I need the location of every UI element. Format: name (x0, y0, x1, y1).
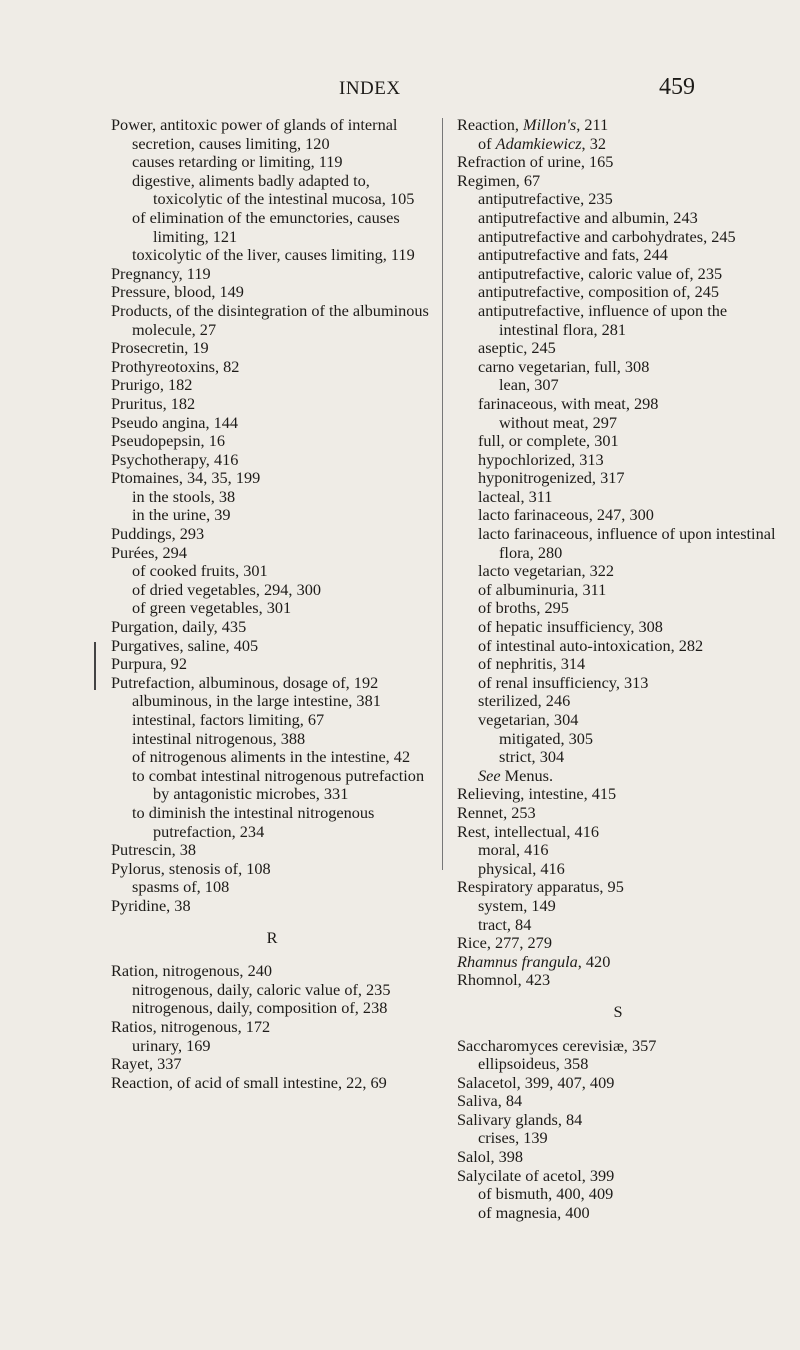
index-entry: Pseudo angina, 144 (111, 412, 239, 432)
index-entry: Rayet, 337 (111, 1054, 182, 1074)
index-subentry: ellipsoideus, 358 (478, 1054, 589, 1074)
index-entry: Rhamnus frangula, 420 (457, 951, 611, 971)
italic-term: Millon's (523, 115, 577, 134)
index-entry: Purgatives, saline, 405 (111, 635, 259, 655)
index-subentry: carno vegetarian, full, 308 (478, 356, 650, 376)
index-entry: Putrescin, 38 (111, 840, 197, 860)
index-subentry: of magnesia, 400 (478, 1202, 590, 1222)
index-subentry: nitrogenous, daily, caloric value of, 235 (132, 979, 391, 999)
column-divider (442, 118, 443, 870)
index-subentry: hypochlorized, 313 (478, 449, 604, 469)
index-subentry: digestive, aliments badly adapted to, toxicolytic of the intestinal mucosa, 105 (132, 170, 415, 209)
index-entry: Ration, nitrogenous, 240 (111, 961, 272, 981)
page-header (0, 74, 800, 108)
index-subentry: lacto farinaceous, influence of upon intestinal flora, 280 (478, 524, 776, 562)
index-subentry: system, 149 (478, 895, 556, 915)
index-subentry: hyponitrogenized, 317 (478, 468, 625, 488)
index-entry: Pylorus, stenosis of, 108 (111, 858, 271, 878)
index-subentry: causes retarding or limiting, 119 (132, 152, 343, 172)
index-subentry: strict, 304 (499, 747, 565, 767)
index-entry: Purgation, daily, 435 (111, 617, 247, 637)
index-entry: Pyridine, 38 (111, 895, 191, 915)
margin-mark (94, 642, 96, 690)
index-entry: Refraction of urine, 165 (457, 152, 614, 172)
index-subentry: See Menus. (478, 765, 554, 785)
section-letter: R (266, 927, 278, 947)
index-column-right (457, 116, 779, 1222)
index-subentry: of elimination of the emunctories, causes limiting, 121 (132, 207, 400, 246)
index-entry: Relieving, intestine, 415 (457, 784, 617, 804)
index-subentry: lean, 307 (499, 375, 559, 395)
page-title: INDEX (339, 78, 401, 99)
index-subentry: urinary, 169 (132, 1035, 211, 1055)
index-subentry: of hepatic insufficiency, 308 (478, 617, 663, 637)
italic-term: Rhamnus frangula (457, 951, 578, 971)
index-subentry: antiputrefactive and fats, 244 (478, 245, 668, 265)
index-subentry: toxicolytic of the liver, causes limiting, 119 (132, 245, 415, 265)
index-entry: Ratios, nitrogenous, 172 (111, 1016, 271, 1036)
index-subentry: antiputrefactive, 235 (478, 189, 613, 209)
index-subentry: of cooked fruits, 301 (132, 561, 268, 581)
index-subentry: without meat, 297 (499, 412, 618, 432)
index-subentry: lacteal, 311 (478, 486, 553, 506)
index-subentry: full, or complete, 301 (478, 431, 619, 451)
index-column-left (111, 116, 433, 1092)
index-subentry: of nitrogenous aliments in the intestine, 42 (132, 747, 411, 767)
index-subentry: crises, 139 (478, 1128, 548, 1148)
index-entry: Pregnancy, 119 (111, 263, 211, 283)
index-subentry: antiputrefactive, composition of, 245 (478, 282, 719, 302)
index-subentry: physical, 416 (478, 858, 565, 878)
index-subentry: in the stools, 38 (132, 486, 236, 506)
index-subentry: of renal insufficiency, 313 (478, 672, 649, 692)
index-entry: Salacetol, 399, 407, 409 (457, 1072, 615, 1092)
index-entry: Psychotherapy, 416 (111, 449, 239, 469)
index-entry: Prothyreotoxins, 82 (111, 356, 240, 376)
index-entry: Rennet, 253 (457, 802, 536, 822)
page-number: 459 (659, 74, 695, 100)
index-subentry: intestinal nitrogenous, 388 (132, 728, 306, 748)
index-subentry: antiputrefactive, caloric value of, 235 (478, 263, 723, 283)
index-entry: Purées, 294 (111, 542, 187, 562)
index-subentry: antiputrefactive and carbohydrates, 245 (478, 226, 736, 246)
index-subentry: moral, 416 (478, 840, 549, 860)
index-entry: Prurigo, 182 (111, 375, 193, 395)
italic-term: Adamkiewicz (495, 133, 582, 153)
index-subentry: of albuminuria, 311 (478, 579, 607, 599)
index-subentry: farinaceous, with meat, 298 (478, 393, 659, 413)
index-entry: Respiratory apparatus, 95 (457, 877, 624, 897)
index-subentry: mitigated, 305 (499, 728, 594, 748)
index-subentry: albuminous, in the large intestine, 381 (132, 691, 381, 711)
index-subentry: antiputrefactive and albumin, 243 (478, 207, 698, 227)
index-subentry: spasms of, 108 (132, 877, 230, 897)
index-entry: Pressure, blood, 149 (111, 282, 244, 302)
index-subentry: to combat intestinal nitrogenous putrefaction by antagonistic microbes, 331 (132, 765, 425, 804)
index-subentry: sterilized, 246 (478, 691, 571, 711)
index-entry: Salycilate of acetol, 399 (457, 1165, 615, 1185)
index-subentry: of broths, 295 (478, 598, 569, 618)
index-entry: Products, of the disintegration of the albuminous molecule, 27 (111, 300, 429, 339)
index-entry: Saliva, 84 (457, 1091, 523, 1111)
italic-term: See (478, 765, 501, 785)
index-subentry: nitrogenous, daily, composition of, 238 (132, 998, 388, 1018)
index-entry: Salivary glands, 84 (457, 1109, 583, 1129)
index-subentry: vegetarian, 304 (478, 710, 579, 729)
index-entry: Rice, 277, 279 (457, 933, 552, 953)
index-entry: Saccharomyces cerevisiæ, 357 (457, 1035, 657, 1055)
index-subentry: tract, 84 (478, 914, 532, 934)
index-entry: Pseudopepsin, 16 (111, 431, 225, 451)
index-subentry: of Adamkiewicz, 32 (478, 133, 606, 153)
index-entry: Ptomaines, 34, 35, 199 (111, 468, 261, 488)
index-subentry: in the urine, 39 (132, 505, 231, 525)
index-subentry: of green vegetables, 301 (132, 598, 292, 618)
index-entry: Reaction, Millon's, 211 (457, 115, 609, 134)
index-subentry: antiputrefactive, influence of upon the intestinal flora, 281 (478, 300, 728, 339)
index-entry: Power, antitoxic power of glands of internal secretion, causes limiting, 120 (111, 115, 398, 153)
index-subentry: aseptic, 245 (478, 338, 556, 358)
index-entry: Regimen, 67 (457, 170, 541, 190)
index-subentry: of nephritis, 314 (478, 654, 586, 674)
index-subentry: to diminish the intestinal nitrogenous putrefaction, 234 (132, 802, 375, 841)
index-entry: Rest, intellectual, 416 (457, 821, 599, 841)
index-subentry: intestinal, factors limiting, 67 (132, 710, 325, 729)
index-entry: Reaction, of acid of small intestine, 22, 69 (111, 1072, 387, 1092)
index-entry: Pruritus, 182 (111, 393, 196, 413)
index-subentry: of dried vegetables, 294, 300 (132, 579, 321, 599)
index-entry: Putrefaction, albuminous, dosage of, 192 (111, 672, 379, 692)
index-entry: Salol, 398 (457, 1147, 524, 1167)
index-subentry: lacto vegetarian, 322 (478, 561, 615, 581)
index-entry: Rhomnol, 423 (457, 970, 551, 990)
section-letter: S (613, 1001, 623, 1021)
index-entry: Prosecretin, 19 (111, 338, 209, 358)
index-subentry: of intestinal auto-intoxication, 282 (478, 635, 704, 655)
index-subentry: of bismuth, 400, 409 (478, 1184, 614, 1204)
index-entry: Puddings, 293 (111, 524, 205, 544)
index-entry: Purpura, 92 (111, 654, 187, 674)
index-subentry: lacto farinaceous, 247, 300 (478, 505, 654, 525)
